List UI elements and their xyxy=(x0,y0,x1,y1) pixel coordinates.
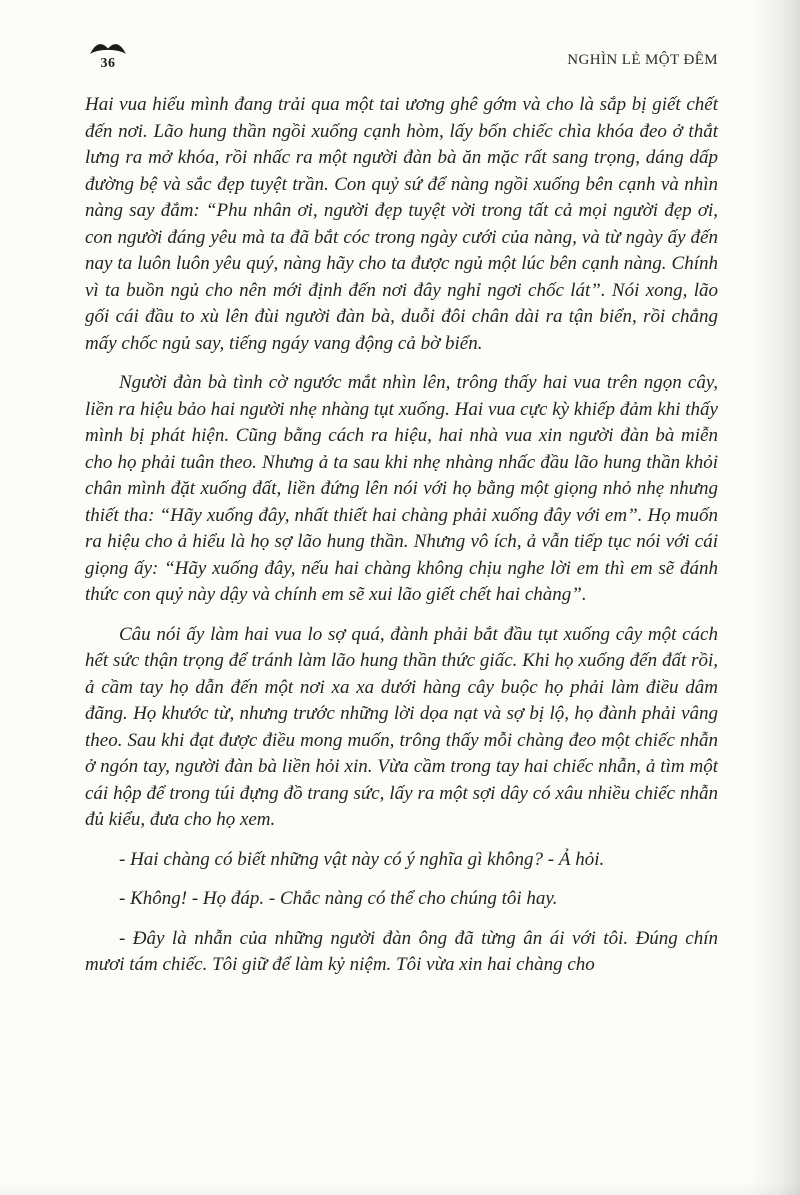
scan-shadow-bottom-edge xyxy=(0,1181,800,1195)
dialogue-line-3: - Đây là nhẫn của những người đàn ông đã từng ân ái với tôi. Đúng chín mươi tám chiếc. Tôi giữ để làm kỷ niệm. Tôi vừa xin hai chàng cho xyxy=(85,927,718,975)
running-title: NGHÌN LẺ MỘT ĐÊM xyxy=(567,52,718,68)
page-number: 36 xyxy=(100,56,116,71)
dialogue-line-2: - Không! - Họ đáp. - Chắc nàng có thể cho chúng tôi hay. xyxy=(119,888,558,909)
page-header xyxy=(85,40,718,72)
dialogue-line-1: - Hai chàng có biết những vật này có ý nghĩa gì không? - Ả hỏi. xyxy=(119,848,605,870)
scan-shadow-right-edge xyxy=(748,0,800,1195)
paragraph-2: Người đàn bà tình cờ ngước mắt nhìn lên, trông thấy hai vua trên ngọn cây, liền ra hiệu bảo hai người nhẹ nhàng tụt xuống. Hai vua cực kỳ khiếp đảm khi thấy mình bị phát hiện. Cũng bằng cách ra hiệu, hai nhà vua xin người đàn bà miễn cho họ phải tuân theo. Nhưng ả ta sau khi nhẹ nhàng nhấc đầu lão hung thần khỏi chân mình đặt xuống đất, liền đứng lên nói với họ bằng một giọng nhỏ nhẹ nhưng thiết tha: “Hãy xuống đây, nhất thiết hai chàng phải xuống đây với em”. Họ muốn ra hiệu cho ả hiểu là họ sợ lão hung thần. Nhưng vô ích, ả vẫn tiếp tục nói với cái giọng ấy: “Hãy xuống đây, nếu hai chàng không chịu nghe lời em thì em sẽ đánh thức con quỷ này dậy và chính em sẽ xui lão giết chết hai chàng”. xyxy=(85,372,718,605)
paragraph-1: Hai vua hiểu mình đang trải qua một tai ương ghê gớm và cho là sắp bị giết chết đến nơi. Lão hung thần ngồi xuống cạnh hòm, lấy bốn chiếc chìa khóa đeo ở thắt lưng ra mở khóa, rồi nhấc ra một người đàn bà ăn mặc rất sang trọng, dáng dấp đường bệ và sắc đẹp tuyệt trần. Con quỷ sứ để nàng ngồi xuống bên cạnh và nhìn nàng say đắm: “Phu nhân ơi, người đẹp tuyệt vời trong tất cả mọi người đẹp ơi, con người đáng yêu mà ta đã bắt cóc trong ngày cưới của nàng, và từ ngày ấy đến nay ta luôn luôn yêu quý, nàng hãy cho ta được ngủ một lúc bên cạnh nàng. Chính vì ta buồn ngủ cho nên mới định đến nơi đây nghỉ ngơi chốc lát”. Nói xong, lão gối cái đầu to xù lên đùi người đàn bà, duỗi đôi chân dài ra tận biển, rồi chẳng mấy chốc ngủ say, tiếng ngáy vang động cả bờ biển. xyxy=(85,94,718,354)
publisher-ornament-icon xyxy=(89,40,127,55)
page-body xyxy=(85,92,718,992)
paragraph-3: Câu nói ấy làm hai vua lo sợ quá, đành phải bắt đầu tụt xuống cây một cách hết sức thận trọng để tránh làm lão hung thần thức giấc. Khi họ xuống đến đất rồi, ả cầm tay họ dẫn đến một nơi xa xa dưới hàng cây buộc họ phải làm điều dâm đãng. Họ khước từ, nhưng trước những lời dọa nạt và sợ bị lộ, họ đành phải vâng theo. Sau khi đạt được điều mong muốn, trông thấy mỗi chàng đeo một chiếc nhẫn ở ngón tay, người đàn bà liền hỏi xin. Vừa cầm trong tay hai chiếc nhẫn, ả tìm một cái hộp để trong túi đựng đồ trang sức, lấy ra một sợi dây có xâu nhiều chiếc nhẫn đủ kiểu, đưa cho họ xem. xyxy=(85,623,718,830)
publisher-logo xyxy=(85,40,131,72)
